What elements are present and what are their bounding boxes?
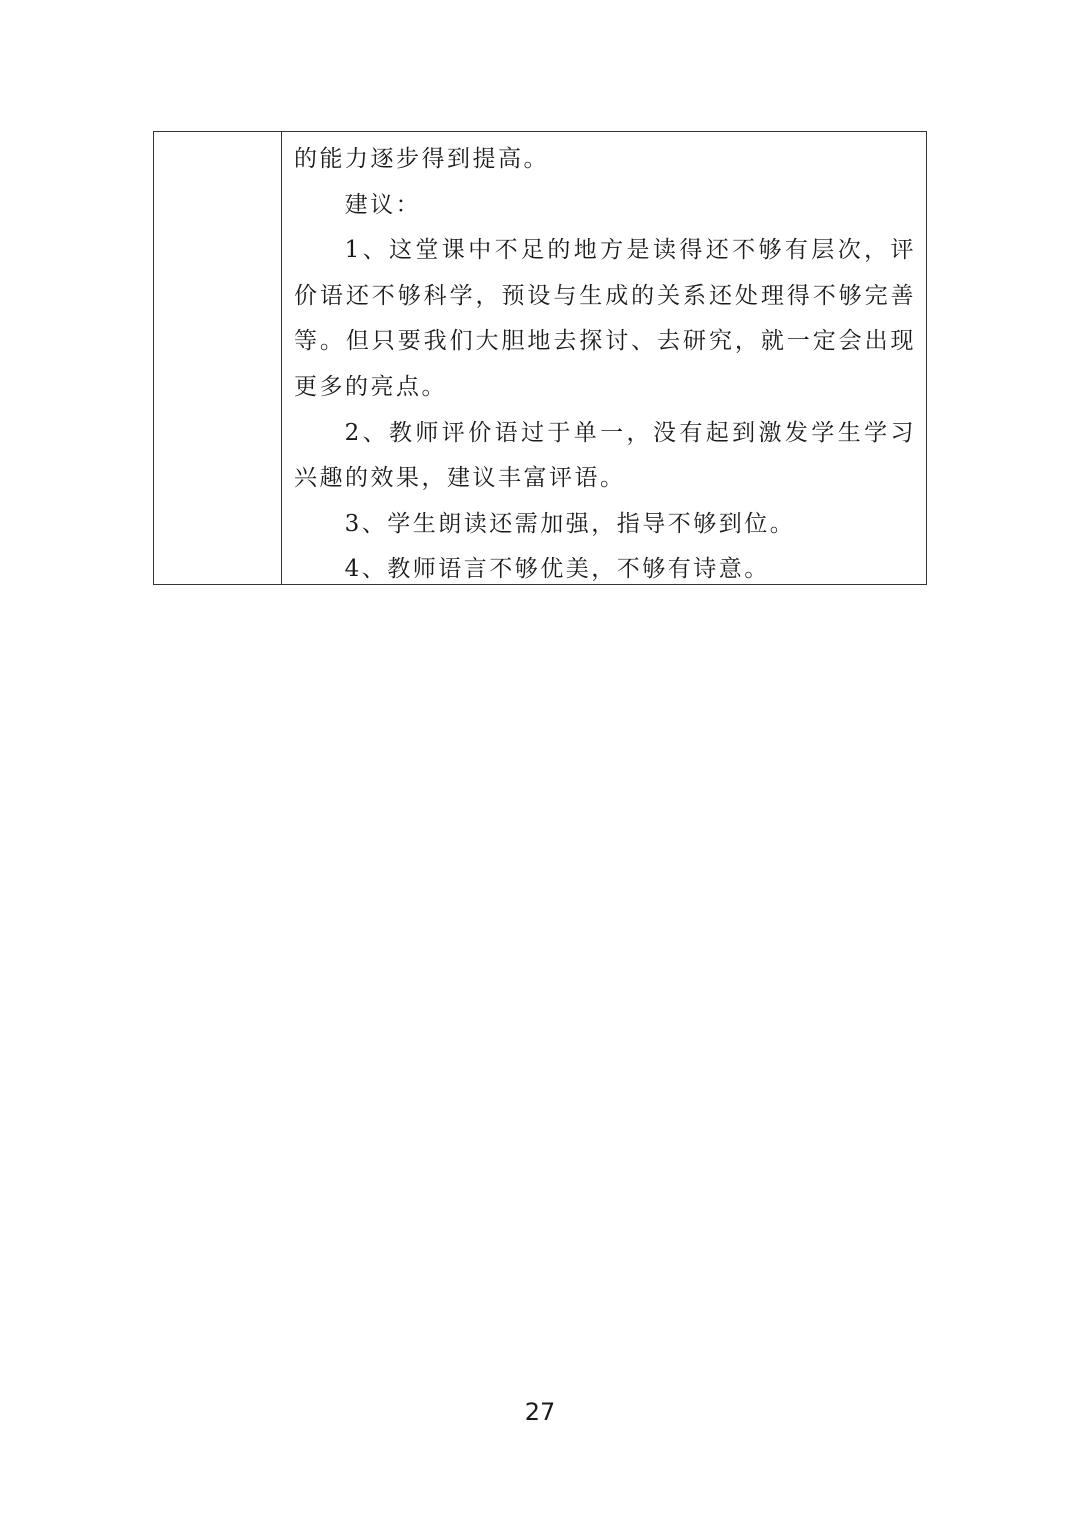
paragraph-suggestion-4: 4、教师语言不够优美，不够有诗意。 — [344, 556, 770, 583]
cell-text-block — [294, 137, 916, 593]
table-left-cell — [154, 132, 282, 584]
paragraph-continuation: 的能力逐步得到提高。 — [294, 146, 549, 172]
paragraph-suggestions-heading: 建议： — [344, 191, 422, 218]
paragraph-suggestion-2: 2、教师评价语过于单一，没有起到激发学生学习兴趣的效果，建议丰富评语。 — [294, 419, 916, 492]
page-number: 27 — [524, 1398, 556, 1426]
evaluation-table — [153, 131, 927, 585]
paragraph-suggestion-3: 3、学生朗读还需加强，指导不够到位。 — [344, 510, 796, 537]
paragraph-suggestion-1: 1、这堂课中不足的地方是读得还不够有层次，评价语还不够科学，预设与生成的关系还处理得不够完善等。但只要我们大胆地去探讨、去研究，就一定会出现更多的亮点。 — [294, 237, 916, 400]
table-right-cell — [282, 132, 926, 584]
